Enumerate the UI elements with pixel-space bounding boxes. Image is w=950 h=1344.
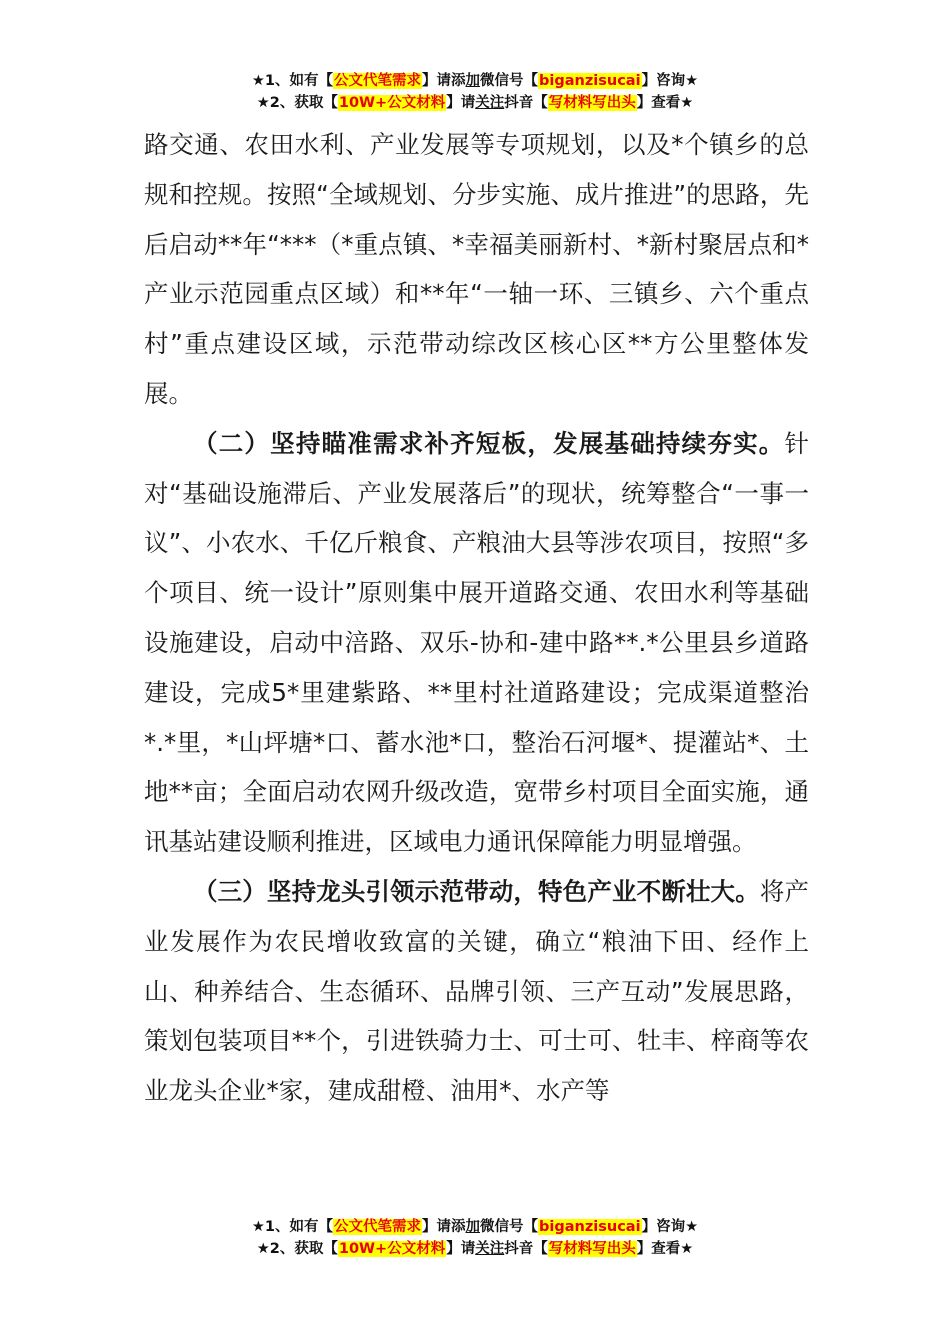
paragraph-2 (144, 419, 809, 867)
footer-highlight-materials: 10W+公文材料 (338, 1241, 446, 1257)
footer-wechat-id[interactable]: biganzisucai (539, 1219, 641, 1235)
section-heading-3: （三）坚持龙头引领示范带动，特色产业不断壮大。 (193, 876, 760, 906)
paragraph-1: 路交通、农田水利、产业发展等专项规划，以及*个镇乡的总规和控规。按照“全域规划、分步实施、成片推进”的思路，先后启动**年“***（*重点镇、*幸福美丽新村、*新村聚居点和*产业示范园重点区域）和**年“一轴一环、三镇乡、六个重点村”重点建设区域，示范带动综改区核心区**方公里整体发展。 (144, 130, 809, 408)
header-wechat-id[interactable]: biganzisucai (539, 73, 641, 89)
header-banner-line-1: ★1、如有【公文代笔需求】请添加微信号【biganzisucai】咨询★ (251, 73, 699, 89)
header-banner-line-2: ★2、获取【10W+公文材料】请关注抖音【写材料写出头】查看★ (256, 95, 694, 111)
footer-douyin-account[interactable]: 写材料写出头 (548, 1241, 636, 1257)
header-douyin-account[interactable]: 写材料写出头 (548, 95, 636, 111)
document-body (144, 120, 809, 1116)
footer-banner-line-1: ★1、如有【公文代笔需求】请添加微信号【biganzisucai】咨询★ (251, 1219, 699, 1235)
paragraph-2-text: 针对“基础设施滞后、产业发展落后”的现状，统筹整合“一事一议”、小农水、千亿斤粮食、产粮油大县等涉农项目，按照“多个项目、统一设计”原则集中展开道路交通、农田水利等基础设施建设，启动中涪路、双乐-协和-建中路**.*公里县乡道路建设，完成5*里建紫路、**里村社道路建设；完成渠道整治*.*里，*山坪塘*口、蓄水池*口，整治石河堰*、提灌站*、土地**亩；全面启动农网升级改造，宽带乡村项目全面实施，通讯基站建设顺利推进，区域电力通讯保障能力明显增强。 (144, 428, 809, 857)
footer-banner (0, 1216, 950, 1260)
header-banner (0, 70, 950, 114)
header-highlight-service: 公文代笔需求 (334, 73, 422, 89)
paragraph-3-text: 将产业发展作为农民增收致富的关键，确立“粮油下田、经作上山、种养结合、生态循环、品牌引领、三产互动”发展思路，策划包装项目**个，引进铁骑力士、可士可、牡丰、梓商等农业龙头企业*家，建成甜橙、油用*、水产等 (144, 876, 810, 1106)
paragraph-3 (144, 867, 809, 1116)
header-highlight-materials: 10W+公文材料 (338, 95, 446, 111)
footer-banner-line-2: ★2、获取【10W+公文材料】请关注抖音【写材料写出头】查看★ (256, 1241, 694, 1257)
section-heading-2: （二）坚持瞄准需求补齐短板，发展基础持续夯实。 (193, 428, 785, 458)
footer-highlight-service: 公文代笔需求 (334, 1219, 422, 1235)
